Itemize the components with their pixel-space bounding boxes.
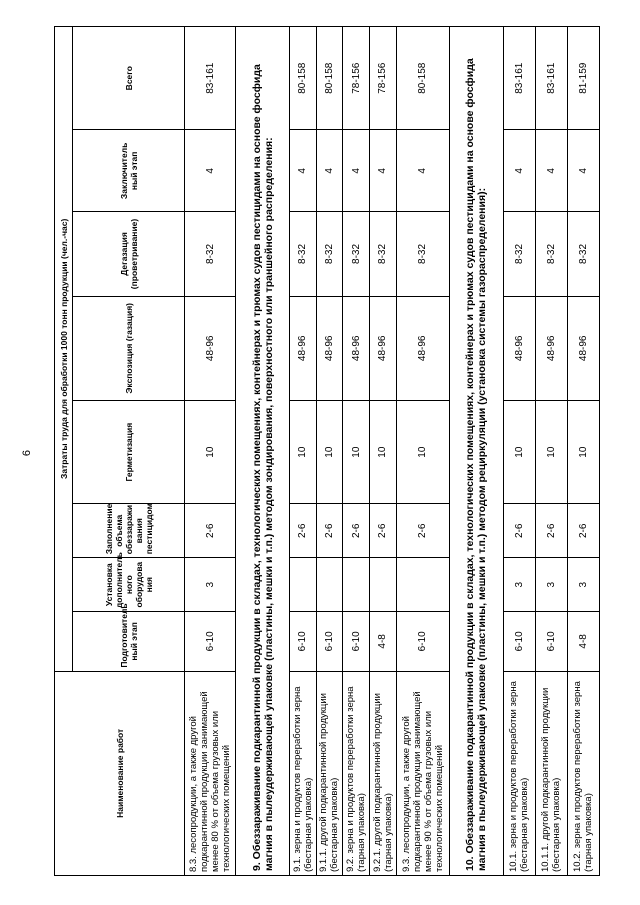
value-cell: 2-6	[535, 504, 567, 558]
value-cell: 4	[567, 130, 599, 212]
table-row	[503, 27, 535, 876]
value-cell: 10	[535, 401, 567, 504]
work-name-cell: 10.1.1. другой подкарантинной продукции (бестарная упаковка)	[535, 671, 567, 875]
value-cell: 80-158	[396, 27, 449, 130]
value-cell	[370, 558, 397, 612]
col-header: Установка дополнитель ного оборудова ния	[73, 558, 185, 612]
value-cell: 48-96	[503, 296, 535, 400]
value-cell: 8-32	[185, 212, 236, 296]
value-cell: 4	[185, 130, 236, 212]
value-cell: 6-10	[185, 612, 236, 672]
work-name-cell: 9.3. лесопродукции, а также другой подкарантинной продукции занимающей менее 90 % от объема грузовых или технологических помещений	[396, 671, 449, 875]
value-cell: 8-32	[316, 212, 343, 296]
value-cell: 83-161	[535, 27, 567, 130]
value-cell: 48-96	[289, 296, 316, 400]
value-cell: 78-156	[370, 27, 397, 130]
value-cell: 78-156	[343, 27, 370, 130]
table-body	[185, 27, 600, 876]
header-group-row	[55, 27, 73, 876]
work-name-cell: 9.2.1. другой подкарантинной продукции (тарная упаковка)	[370, 671, 397, 875]
work-name-cell: 9.1. зерна и продуктов переработки зерна (бестарная упаковка)	[289, 671, 316, 875]
col-header: Дегазация (проветривание)	[73, 212, 185, 296]
value-cell: 6-10	[535, 612, 567, 672]
section-row	[450, 27, 503, 876]
value-cell: 48-96	[316, 296, 343, 400]
value-cell: 48-96	[185, 296, 236, 400]
col-header: Герметизация	[73, 401, 185, 504]
value-cell: 83-161	[503, 27, 535, 130]
value-cell: 81-159	[567, 27, 599, 130]
value-cell	[289, 558, 316, 612]
value-cell: 4	[316, 130, 343, 212]
value-cell: 3	[567, 558, 599, 612]
value-cell	[343, 558, 370, 612]
value-cell: 2-6	[343, 504, 370, 558]
value-cell: 8-32	[396, 212, 449, 296]
value-cell: 8-32	[343, 212, 370, 296]
work-name-cell: 9.2. зерна и продуктов переработки зерна (тарная упаковка)	[343, 671, 370, 875]
table-row	[396, 27, 449, 876]
value-cell: 4	[503, 130, 535, 212]
col-header: Всего	[73, 27, 185, 130]
value-cell: 2-6	[370, 504, 397, 558]
value-cell: 2-6	[289, 504, 316, 558]
value-cell: 10	[316, 401, 343, 504]
value-cell: 3	[185, 558, 236, 612]
col-header: Заполнение объема обеззаражи вания пестицидом	[73, 504, 185, 558]
value-cell: 48-96	[343, 296, 370, 400]
value-cell: 6-10	[343, 612, 370, 672]
value-cell: 10	[185, 401, 236, 504]
value-cell: 2-6	[396, 504, 449, 558]
value-cell: 83-161	[185, 27, 236, 130]
table-row	[535, 27, 567, 876]
value-cell: 4	[343, 130, 370, 212]
value-cell: 6-10	[316, 612, 343, 672]
table-row	[370, 27, 397, 876]
col-header-group: Затраты труда для обработки 1000 тонн продукции (чел.-час)	[55, 27, 73, 672]
page-number: 6	[21, 449, 34, 457]
value-cell: 80-158	[289, 27, 316, 130]
value-cell: 10	[343, 401, 370, 504]
value-cell: 4	[535, 130, 567, 212]
rotated-table-wrapper	[54, 26, 600, 876]
value-cell: 8-32	[535, 212, 567, 296]
work-name-cell: 8.3. лесопродукции, а также другой подкарантинной продукции занимающей менее 80 % от объема грузовых или технологических помещений	[185, 671, 236, 875]
value-cell: 48-96	[567, 296, 599, 400]
value-cell: 10	[567, 401, 599, 504]
value-cell	[316, 558, 343, 612]
value-cell: 6-10	[503, 612, 535, 672]
col-header-name: Наименование работ	[55, 671, 185, 875]
col-header: Заключитель ный этап	[73, 130, 185, 212]
col-header: Экспозиция (газация)	[73, 296, 185, 400]
value-cell: 48-96	[535, 296, 567, 400]
value-cell: 2-6	[185, 504, 236, 558]
table-row	[316, 27, 343, 876]
table-row	[567, 27, 599, 876]
value-cell: 80-158	[316, 27, 343, 130]
value-cell	[396, 558, 449, 612]
value-cell: 10	[503, 401, 535, 504]
value-cell: 4	[396, 130, 449, 212]
section-title: 10. Обеззараживание подкарантинной продукции в складах, технологических помещениях, контейнерах и трюмах судов пестицидами на основе фосфида магния в пылеудерживающей упаковке (пластины, мешки и т.п.) методом рециркуляции (установка системы газораспределения):	[450, 27, 503, 876]
work-name-cell: 10.2. зерна и продуктов переработки зерна (тарная упаковка)	[567, 671, 599, 875]
table-row	[343, 27, 370, 876]
value-cell: 10	[370, 401, 397, 504]
table-row	[289, 27, 316, 876]
value-cell: 6-10	[396, 612, 449, 672]
value-cell: 10	[396, 401, 449, 504]
value-cell: 8-32	[289, 212, 316, 296]
value-cell: 2-6	[567, 504, 599, 558]
section-title: 9. Обеззараживание подкарантинной продукции в складах, технологических помещениях, контейнерах и трюмах судов пестицидами на основе фосфида магния в пылеудерживающей упаковке (пластины, мешки и т.п.) методом зондирования, поверхностного или траншейного распределения:	[236, 27, 289, 876]
value-cell: 3	[535, 558, 567, 612]
value-cell: 4	[370, 130, 397, 212]
value-cell: 2-6	[316, 504, 343, 558]
value-cell: 2-6	[503, 504, 535, 558]
value-cell: 6-10	[289, 612, 316, 672]
work-name-cell: 10.1. зерна и продуктов переработки зерна (бестарная упаковка)	[503, 671, 535, 875]
section-row	[236, 27, 289, 876]
value-cell: 4-8	[370, 612, 397, 672]
value-cell: 48-96	[370, 296, 397, 400]
value-cell: 4	[289, 130, 316, 212]
col-header: Подготовитель ный этап	[73, 612, 185, 672]
work-name-cell: 9.1.1. другой подкарантинной продукции (бестарная упаковка)	[316, 671, 343, 875]
value-cell: 48-96	[396, 296, 449, 400]
value-cell: 8-32	[567, 212, 599, 296]
value-cell: 4-8	[567, 612, 599, 672]
value-cell: 3	[503, 558, 535, 612]
value-cell: 8-32	[370, 212, 397, 296]
value-cell: 8-32	[503, 212, 535, 296]
labor-cost-table	[54, 26, 600, 876]
value-cell: 10	[289, 401, 316, 504]
table-row	[185, 27, 236, 876]
